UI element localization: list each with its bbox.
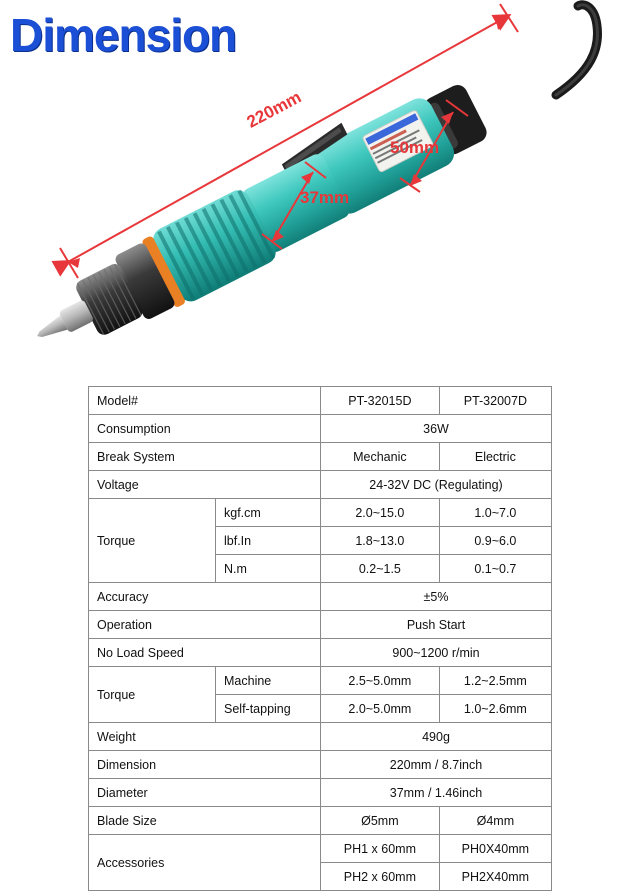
dimension-label-length: 220mm <box>243 87 305 132</box>
row-value-1: 0.2~1.5 <box>321 555 440 583</box>
table-row <box>89 667 552 695</box>
row-value-span: 900~1200 r/min <box>321 639 552 667</box>
row-label: Diameter <box>89 779 321 807</box>
row-value-2: 0.9~6.0 <box>439 527 551 555</box>
row-value-2: PT-32007D <box>439 387 551 415</box>
row-value-1: Mechanic <box>321 443 440 471</box>
row-label: Accuracy <box>89 583 321 611</box>
page-title: Dimension <box>10 9 237 61</box>
row-value-2: Ø4mm <box>439 807 551 835</box>
row-value-span: 220mm / 8.7inch <box>321 751 552 779</box>
row-value-2: Electric <box>439 443 551 471</box>
row-value-span: Push Start <box>321 611 552 639</box>
row-sublabel: Machine <box>216 667 321 695</box>
row-value-2: 1.0~7.0 <box>439 499 551 527</box>
table-row <box>89 835 552 863</box>
row-label: Dimension <box>89 751 321 779</box>
row-value-span: 37mm / 1.46inch <box>321 779 552 807</box>
row-label: Consumption <box>89 415 321 443</box>
row-label: Blade Size <box>89 807 321 835</box>
row-value-1: 2.0~5.0mm <box>321 695 440 723</box>
row-sublabel: N.m <box>216 555 321 583</box>
row-value-1: PT-32015D <box>321 387 440 415</box>
row-value-2: 1.0~2.6mm <box>439 695 551 723</box>
specification-table <box>88 386 552 891</box>
row-value-2: 1.2~2.5mm <box>439 667 551 695</box>
row-sublabel: kgf.cm <box>216 499 321 527</box>
row-value-1: PH1 x 60mm <box>321 835 440 863</box>
row-value-span: ±5% <box>321 583 552 611</box>
dimension-label-handle-width: 50mm <box>390 138 440 157</box>
table-row <box>89 415 552 443</box>
row-value-2: PH2X40mm <box>439 863 551 891</box>
row-value-span: 36W <box>321 415 552 443</box>
row-value-1: 2.0~15.0 <box>321 499 440 527</box>
dimension-label-grip-diameter: 37mm <box>300 188 350 207</box>
row-label: Voltage <box>89 471 321 499</box>
row-value-2: 0.1~0.7 <box>439 555 551 583</box>
row-label: No Load Speed <box>89 639 321 667</box>
row-value-1: 1.8~13.0 <box>321 527 440 555</box>
row-label: Accessories <box>89 835 321 891</box>
row-value-1: Ø5mm <box>321 807 440 835</box>
table-row <box>89 779 552 807</box>
table-row <box>89 723 552 751</box>
row-group-label: Torque <box>89 667 216 723</box>
table-row <box>89 611 552 639</box>
row-value-span: 24-32V DC (Regulating) <box>321 471 552 499</box>
row-label: Operation <box>89 611 321 639</box>
table-row <box>89 499 552 527</box>
table-row <box>89 443 552 471</box>
table-row <box>89 639 552 667</box>
row-label: Break System <box>89 443 321 471</box>
spec-table-body <box>89 387 552 891</box>
table-row <box>89 471 552 499</box>
row-value-1: PH2 x 60mm <box>321 863 440 891</box>
product-photo <box>0 0 640 382</box>
row-group-label: Torque <box>89 499 216 583</box>
table-row <box>89 751 552 779</box>
row-sublabel: lbf.In <box>216 527 321 555</box>
table-row <box>89 583 552 611</box>
row-sublabel: Self-tapping <box>216 695 321 723</box>
row-label: Weight <box>89 723 321 751</box>
row-label: Model# <box>89 387 321 415</box>
table-row <box>89 387 552 415</box>
row-value-1: 2.5~5.0mm <box>321 667 440 695</box>
row-value-span: 490g <box>321 723 552 751</box>
table-row <box>89 807 552 835</box>
row-value-2: PH0X40mm <box>439 835 551 863</box>
